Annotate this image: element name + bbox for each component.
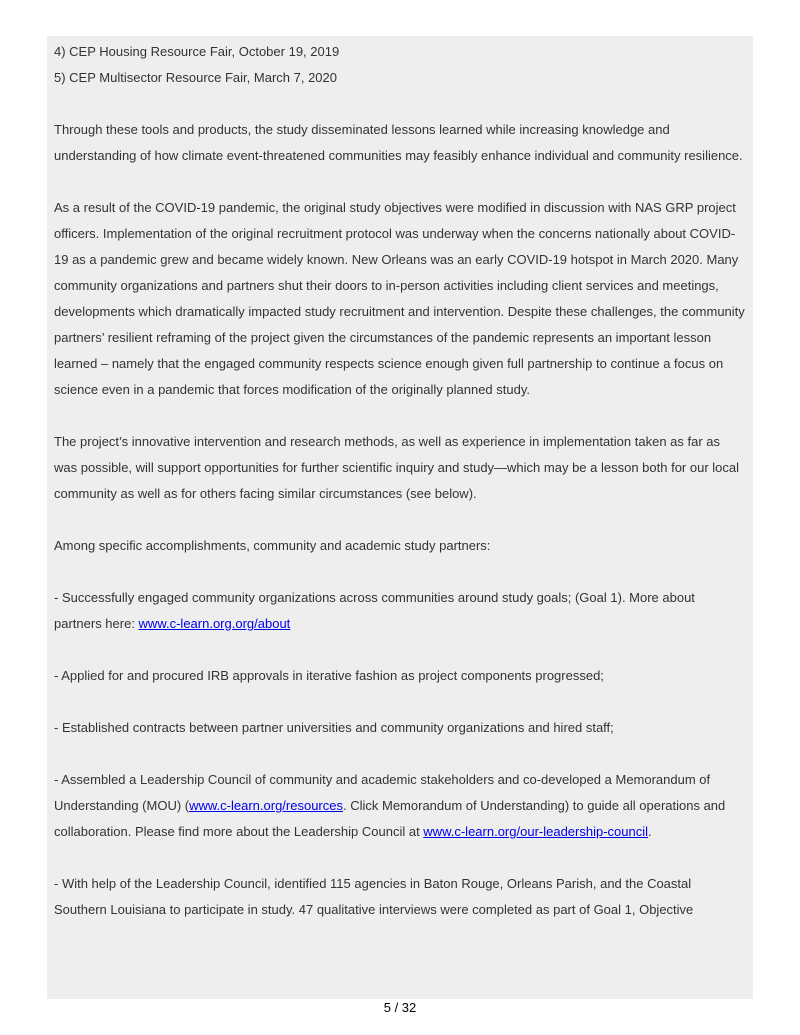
bullet-council-text-2: . Click Memorandum of Understanding) to guide all operations and collaboration. Please find more about the Leadership Council at [54, 798, 726, 839]
document-content [47, 36, 753, 999]
bullet-council-text-1: - Assembled a Leadership Council of community and academic stakeholders and co-developed a Memorandum of Understanding (MOU) ( [54, 772, 711, 813]
spacer [54, 559, 746, 585]
bullet-engaged [54, 585, 746, 637]
bullet-contracts: - Established contracts between partner universities and community organizations and hired staff; [54, 720, 614, 735]
spacer [54, 741, 746, 767]
spacer [54, 845, 746, 871]
spacer [54, 507, 746, 533]
spacer [54, 169, 746, 195]
spacer [54, 91, 746, 117]
bullet-engaged-text: - Successfully engaged community organizations across communities around study goals; (Goal 1). More about partners here: [54, 590, 695, 631]
leadership-council-link[interactable]: www.c-learn.org/our-leadership-council [423, 824, 649, 839]
bullet-irb: - Applied for and procured IRB approvals in iterative fashion as project components progressed; [54, 668, 604, 683]
list-item-5: 5) CEP Multisector Resource Fair, March 7, 2020 [54, 70, 337, 85]
list-item-4: 4) CEP Housing Resource Fair, October 19, 2019 [54, 44, 340, 59]
spacer [54, 637, 746, 663]
bullet-council-text-3: . [648, 824, 652, 839]
bullet-leadership-council [54, 767, 746, 845]
spacer [54, 689, 746, 715]
spacer [54, 403, 746, 429]
paragraph-covid: As a result of the COVID-19 pandemic, the original study objectives were modified in discussion with NAS GRP project officers. Implementation of the original recruitment protocol was underway when the concerns nationally about COVID-19 as a pandemic grew and became widely known. New Orleans was an early COVID-19 hotspot in March 2020. Many community organizations and partners shut their doors to in-person activities including client services and meetings, developments which dramatically impacted study recruitment and intervention. Despite these challenges, the community partners’ resilient reframing of the project given the circumstances of the pandemic represents an important lesson learned – namely that the engaged community respects science enough given full partnership to continue a focus on science even in a pandemic that forces modification of the originally planned study. [54, 200, 745, 397]
about-link[interactable]: www.c-learn.org.org/about [138, 616, 291, 631]
bullet-agencies: - With help of the Leadership Council, identified 115 agencies in Baton Rouge, Orleans Parish, and the Coastal Southern Louisiana to participate in study. 47 qualitative interviews were completed as part of Goal 1, Objective [54, 876, 694, 917]
resources-link[interactable]: www.c-learn.org/resources [189, 798, 343, 813]
page-number: 5 / 32 [383, 1000, 417, 1015]
paragraph-accomplishments-intro: Among specific accomplishments, community and academic study partners: [54, 538, 491, 553]
paragraph-innovative: The project’s innovative intervention and research methods, as well as experience in implementation taken as far as was possible, will support opportunities for further scientific inquiry and study—which may be a lesson both for our local community as well as for others facing similar circumstances (see below). [54, 434, 740, 501]
paragraph-tools: Through these tools and products, the study disseminated lessons learned while increasing knowledge and understanding of how climate event-threatened communities may feasibly enhance individual and community resilience. [54, 122, 743, 163]
